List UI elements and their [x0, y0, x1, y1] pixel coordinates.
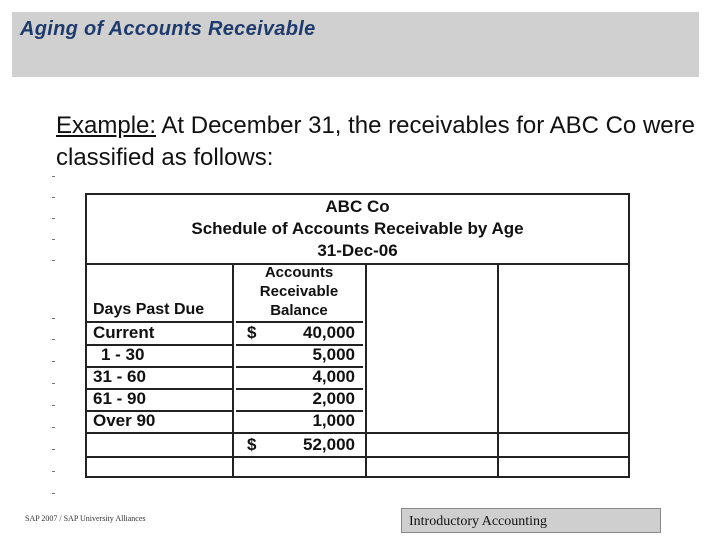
slide-title: Aging of Accounts Receivable [20, 18, 316, 40]
balance-column-header [234, 263, 364, 320]
bullet-dashes [52, 168, 60, 498]
balance-header-line-2: Receivable [259, 283, 339, 300]
schedule-date: 31-Dec-06 [317, 241, 398, 260]
aging-schedule-table [85, 193, 630, 478]
balance-header-line-1: Accounts [264, 264, 334, 281]
row-days: Over 90 [93, 411, 156, 430]
schedule-heading: Schedule of Accounts Receivable by Age [191, 219, 524, 238]
row-line [87, 456, 628, 458]
row-amount: 2,000 [312, 389, 355, 408]
row-currency: $ [247, 323, 257, 342]
row-days: Current [93, 323, 155, 342]
row-amount: 40,000 [303, 323, 355, 342]
row-line [87, 432, 628, 434]
schedule-company: ABC Co [325, 197, 390, 216]
intro-text [56, 110, 696, 174]
row-amount: 5,000 [312, 345, 355, 364]
footer-course-label: Introductory Accounting [401, 508, 661, 533]
total-amount: 52,000 [303, 435, 355, 454]
balance-header-line-3: Balance [270, 302, 328, 319]
total-currency: $ [247, 435, 257, 454]
title-bar [12, 12, 699, 77]
footer-copyright: SAP 2007 / SAP University Alliances [25, 514, 146, 523]
row-days: 1 - 30 [101, 345, 145, 364]
row-amount: 1,000 [312, 411, 355, 430]
col-divider-3 [497, 263, 499, 478]
example-body: At December 31, the receivables for ABC Co were classified as follows: [56, 112, 695, 171]
col-divider-2 [365, 263, 367, 478]
row-days: 61 - 90 [93, 389, 146, 408]
row-amount: 4,000 [312, 367, 355, 386]
days-column-header: Days Past Due [93, 301, 205, 318]
example-label: Example: [56, 112, 157, 139]
row-days: 31 - 60 [93, 367, 146, 386]
